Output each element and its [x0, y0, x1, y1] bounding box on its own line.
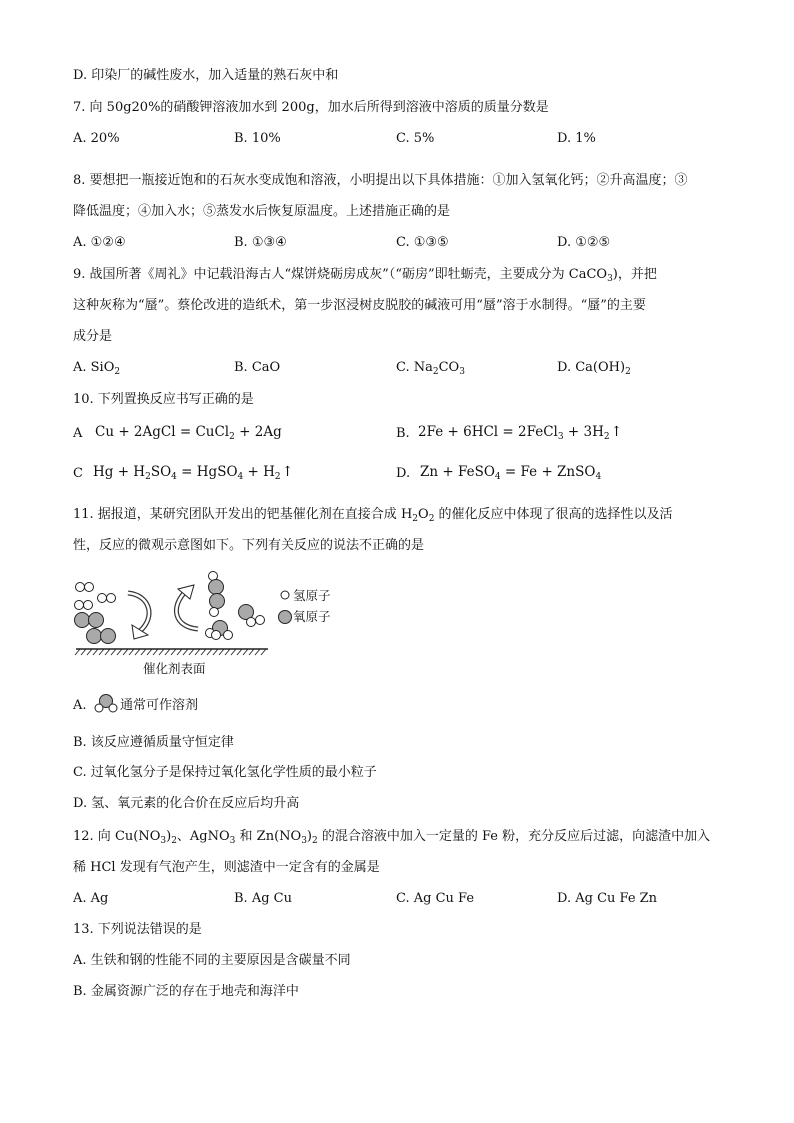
q7-option-d: D. 1% [557, 131, 596, 146]
oxygen-atom [209, 580, 224, 595]
hydrogen-atom [210, 608, 219, 617]
q11-stem-line2: 性，反应的微观示意图如下。下列有关反应的说法不正确的是 [73, 538, 425, 553]
q7-option-b: B. 10% [234, 131, 281, 146]
catalyst-surface [75, 649, 268, 655]
q12-option-a: A. Ag [73, 891, 109, 906]
hydrogen-atom [84, 601, 93, 610]
q8-option-a: A. ①②④ [73, 235, 126, 250]
curved-arrow-icon [128, 593, 149, 639]
hydrogen-atom [85, 583, 94, 592]
hydrogen-atom [224, 631, 233, 640]
hydrogen-atom [98, 594, 107, 603]
q10-stem: 10. 下列置换反应书写正确的是 [73, 392, 254, 407]
catalyst-surface-label: 催化剂表面 [143, 661, 206, 676]
hydrogen-atom [107, 594, 116, 603]
q8-stem-line1: 8. 要想把一瓶接近饱和的石灰水变成饱和溶液，小明提出以下具体措施：①加入氢氧化钙；②升高温度；③ [73, 173, 688, 188]
q11-stem-line1: 11. 据报道，某研究团队开发出的钯基催化剂在直接合成 $H_2O_2$ 的催化反应中体现了很高的选择性以及活 [73, 507, 673, 524]
q10-equation-a: Cu + 2AgCl = CuCl$_2$ + 2Ag [95, 424, 282, 442]
q13-stem: 13. 下列说法错误的是 [73, 922, 202, 937]
q7-option-a: A. 20% [73, 131, 120, 146]
q10-option-d-label: D. [396, 466, 411, 481]
gas-arrow-icon: ↑ [610, 424, 623, 440]
q9-stem-line3: 成分是 [73, 329, 113, 344]
q10-equation-b: 2Fe + 6HCl = 2FeCl$_3$ + $3H_2↑$ [418, 424, 623, 442]
q9-option-b: B. CaO [234, 360, 281, 375]
oxygen-atom [89, 613, 104, 628]
q13-option-a: A. 生铁和钢的性能不同的主要原因是含碳量不同 [73, 953, 351, 968]
q13-option-b: B. 金属资源广泛的存在于地壳和海洋中 [73, 984, 299, 999]
q12-option-b: B. Ag Cu [234, 891, 292, 906]
oxygen-atom [75, 613, 90, 628]
q9-option-d: D. $Ca(OH)_2$ [557, 360, 631, 377]
q10-equation-c: $Hg + H_2SO_4$ = HgSO$_4$ + $H_2↑$ [93, 464, 294, 482]
q8-option-b: B. ①③④ [234, 235, 287, 250]
q12-option-d: D. Ag Cu Fe Zn [557, 891, 658, 906]
hydrogen-atom [212, 631, 221, 640]
q8-option-d: D. ①②⑤ [557, 235, 611, 250]
legend-oxygen-label: 氧原子 [293, 609, 331, 624]
water-molecule-icon [93, 693, 119, 715]
curved-arrow-icon [176, 585, 198, 629]
q7-option-c: C. 5% [396, 131, 435, 146]
oxygen-atom [210, 594, 225, 609]
q7-stem: 7. 向 50g20%的硝酸钾溶液加水到 200g，加水后所得到溶液中溶质的质量分数是 [73, 100, 549, 115]
q12-stem-line2: 稀 HCl 发现有气泡产生，则滤渣中一定含有的金属是 [73, 860, 380, 875]
legend-hydrogen-icon [281, 591, 289, 599]
q10-option-b-label: B. [396, 426, 410, 441]
q11-option-c: C. 过氧化氢分子是保持过氧化氢化学性质的最小粒子 [73, 765, 377, 780]
q11-option-b: B. 该反应遵循质量守恒定律 [73, 735, 234, 750]
legend-hydrogen-label: 氢原子 [293, 588, 331, 603]
oxygen-atom [87, 629, 102, 644]
q9-option-a: A. SiO$_2$ [73, 360, 121, 377]
hydrogen-atom [256, 616, 265, 625]
q10-equation-d: Zn + FeSO$_4$ = Fe + ZnSO$_4$ [420, 464, 602, 482]
legend-oxygen-icon [279, 611, 292, 624]
oxygen-atom [101, 629, 116, 644]
q12-option-c: C. Ag Cu Fe [396, 891, 475, 906]
q11-option-d: D. 氢、氧元素的化合价在反应后均升高 [73, 796, 300, 811]
q9-option-c: C. $Na_2CO_3$ [396, 360, 465, 377]
q11-option-a: 通常可作溶剂 [120, 698, 199, 713]
hydrogen-atom [75, 601, 84, 610]
q10-option-c-label: C [73, 466, 83, 481]
q10-option-a-label: A [73, 426, 83, 441]
gas-arrow-icon: ↑ [281, 464, 294, 480]
hydrogen-atom [76, 583, 85, 592]
q8-stem-line2: 降低温度；④加入水；⑤蒸发水后恢复原温度。上述措施正确的是 [73, 204, 451, 219]
q8-option-c: C. ①③⑤ [396, 235, 449, 250]
q6-option-d: D. 印染厂的碱性废水，加入适量的熟石灰中和 [73, 68, 339, 83]
q9-stem-line2: 这种灰称为“蜃”。蔡伦改进的造纸术，第一步沤浸树皮脱胶的碱液可用“蜃”溶于水制得。“蜃”的主要 [73, 298, 646, 313]
q11-option-a-label: A. [73, 698, 87, 713]
q12-stem-line1: 12. 向 $Cu(NO_3)_2$、AgNO$_3$ 和 $Zn(NO_3)_2$ 的混合溶液中加入一定量的 Fe 粉，充分反应后过滤，向滤渣中加入 [73, 829, 711, 846]
hydrogen-atom [247, 618, 256, 627]
q9-stem-line1: 9. 战国所著《周礼》中记载沿海古人“煤饼烧砺房成灰”（“砺房”即牡蛎壳，主要成分为 CaCO$_3$)，并把 [73, 267, 657, 284]
